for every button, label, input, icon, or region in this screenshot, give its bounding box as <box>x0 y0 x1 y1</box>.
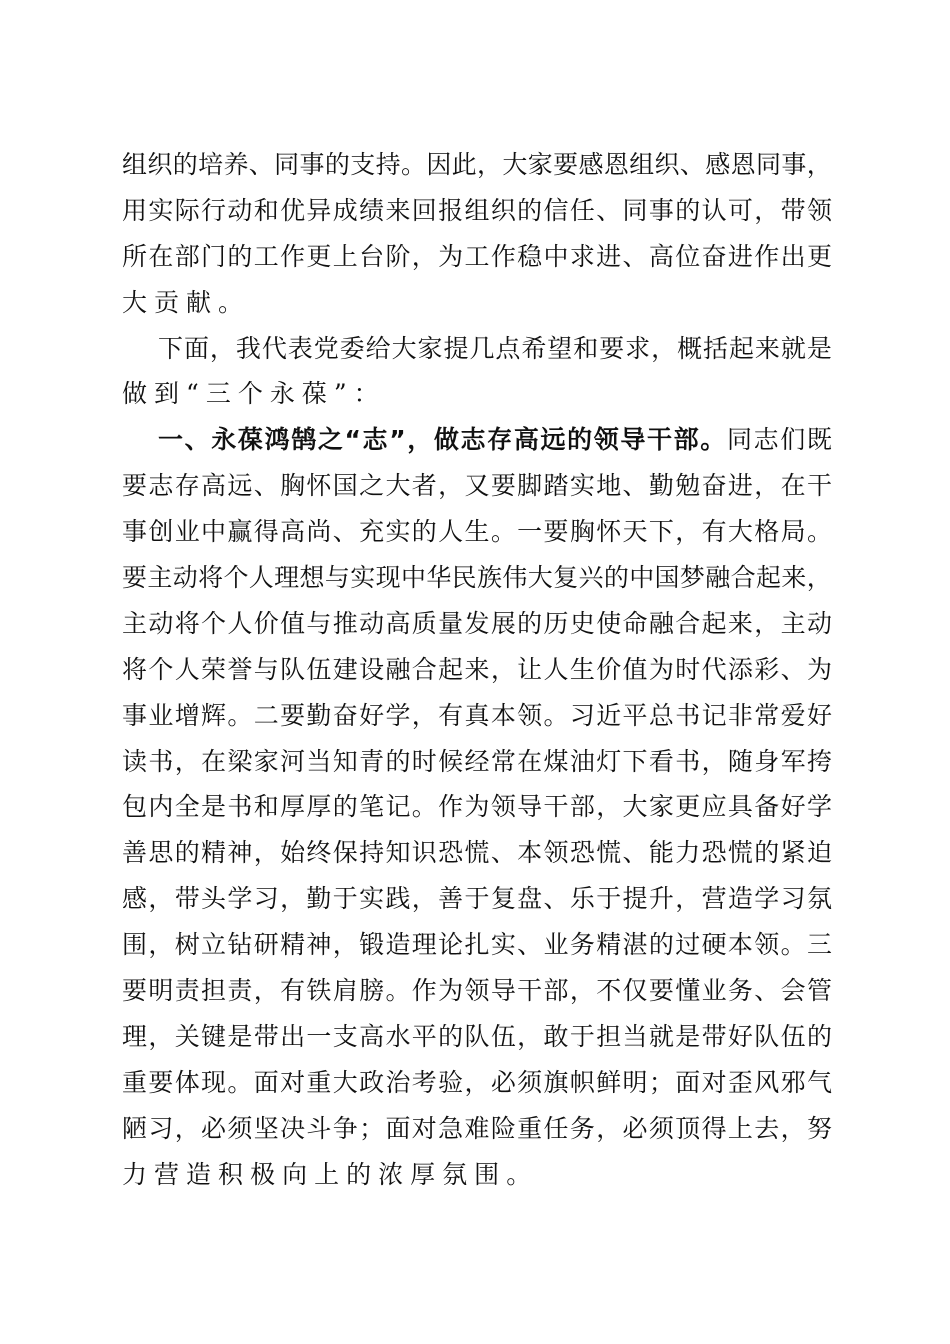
text-line: 要 志 存 高 远 、 胸 怀 国 之 大 者 ， 又 要 脚 踏 实 地 、 勤 勉 奋 进 ， 在 干 <box>122 471 832 501</box>
text-line: 事 业 增 辉 。 二 要 勤 奋 好 学 ， 有 真 本 领 。 习 近 平 总 书 记 非 常 爱 好 <box>122 700 832 730</box>
text-line: 力 营 造 积 极 向 上 的 浓 厚 氛 围 。 <box>122 1159 539 1189</box>
text-line: 重 要 体 现 。 面 对 重 大 政 治 考 验 ， 必 须 旗 帜 鲜 明 ； 面 对 歪 风 邪 气 <box>122 1067 832 1097</box>
text-line: 所 在 部 门 的 工 作 更 上 台 阶 ， 为 工 作 稳 中 求 进 、 高 位 奋 进 作 出 更 <box>122 241 832 271</box>
text-line: 感 ， 带 头 学 习 ， 勤 于 实 践 ， 善 于 复 盘 、 乐 于 提 升 ， 营 造 学 习 氛 <box>122 884 832 914</box>
text-line: 陋 习 ， 必 须 坚 决 斗 争 ； 面 对 急 难 险 重 任 务 ， 必 须 顶 得 上 去 ， 努 <box>122 1113 832 1143</box>
text-line: 组 织 的 培 养 、 同 事 的 支 持 。 因 此 ， 大 家 要 感 恩 组 织 、 感 恩 同 事 ， <box>122 150 832 179</box>
text-line: 主 动 将 个 人 价 值 与 推 动 高 质 量 发 展 的 历 史 使 命 融 合 起 来 ， 主 动 <box>122 608 832 638</box>
text-line: 理 ， 关 键 是 带 出 一 支 高 水 平 的 队 伍 ， 敢 于 担 当 就 是 带 好 队 伍 的 <box>122 1021 832 1051</box>
text-line: 读 书 ， 在 梁 家 河 当 知 青 的 时 候 经 常 在 煤 油 灯 下 看 书 ， 随 身 军 挎 <box>122 746 832 776</box>
text-line: 下 面 ， 我 代 表 党 委 给 大 家 提 几 点 希 望 和 要 求 ， 概 括 起 来 就 是 <box>158 333 832 363</box>
document-body <box>122 142 832 1197</box>
text-line: 大 贡 献 。 <box>122 287 251 317</box>
text-line: 要 明 责 担 责 ， 有 铁 肩 膀 。 作 为 领 导 干 部 ， 不 仅 要 懂 业 务 、 会 管 <box>122 976 832 1006</box>
text-line: 要 主 动 将 个 人 理 想 与 实 现 中 华 民 族 伟 大 复 兴 的 中 国 梦 融 合 起 来 ， <box>122 563 832 593</box>
text-line: 事 创 业 中 赢 得 高 尚 、 充 实 的 人 生 。 一 要 胸 怀 天 下 ， 有 大 格 局 。 <box>122 517 832 547</box>
text-line: 用 实 际 行 动 和 优 异 成 绩 来 回 报 组 织 的 信 任 、 同 事 的 认 可 ， 带 领 <box>122 195 832 225</box>
text-line: 善 思 的 精 神 ， 始 终 保 持 知 识 恐 慌 、 本 领 恐 慌 、 能 力 恐 慌 的 紧 迫 <box>122 838 832 868</box>
text-line: 包 内 全 是 书 和 厚 厚 的 笔 记 。 作 为 领 导 干 部 ， 大 家 更 应 具 备 好 学 <box>122 792 832 822</box>
text-line: 一 、 永 葆 鸿 鹄 之 “ 志 ” ， 做 志 存 高 远 的 领 导 干 部 。 同 志 们 既 <box>158 425 832 455</box>
text-line: 做 到 “ 三 个 永 葆 ” ： <box>122 379 386 409</box>
text-line: 将 个 人 荣 誉 与 队 伍 建 设 融 合 起 来 ， 让 人 生 价 值 为 时 代 添 彩 、 为 <box>122 654 832 684</box>
text-line: 围 ， 树 立 钻 研 精 神 ， 锻 造 理 论 扎 实 、 业 务 精 湛 的 过 硬 本 领 。 三 <box>122 930 832 960</box>
